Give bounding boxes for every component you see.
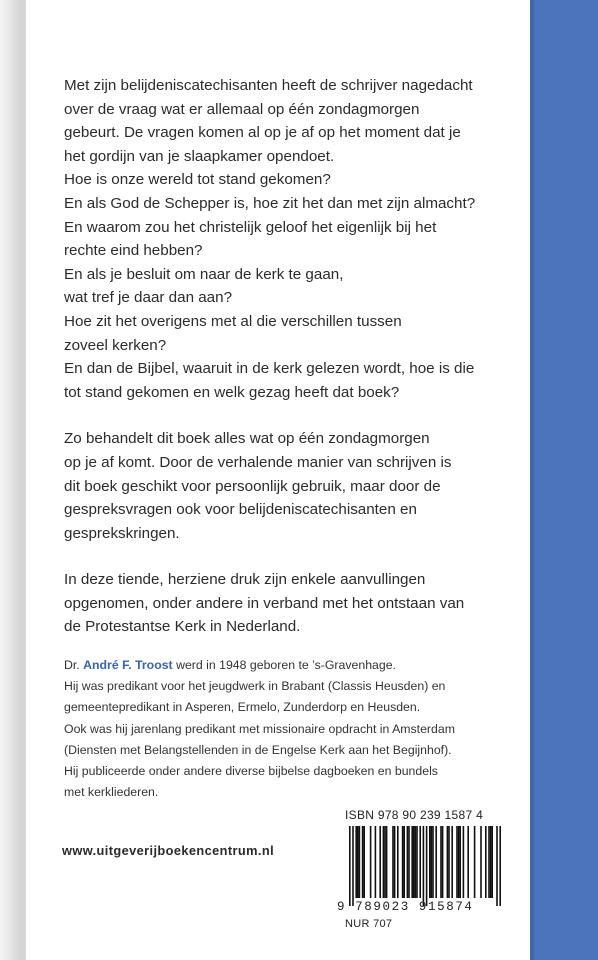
barcode-bar [413,826,415,898]
blurb-paragraph-3 [64,568,524,639]
bio-prefix: Dr. [64,658,84,672]
blue-stripe [530,0,598,960]
barcode-bar [397,826,399,898]
blue-stripe-edge [530,0,534,960]
barcode-bar [432,826,434,898]
blurb-line: wat tref je daar dan aan? [64,289,233,307]
blurb-line: over de vraag wat er allemaal op één zondagmorgen [64,100,420,118]
barcode-bar [485,826,487,898]
blurb-line: En dan de Bijbel, waaruit in de kerk gelezen wordt, hoe is die [64,360,475,378]
barcode-bar [435,826,437,898]
barcode-bar [352,826,354,906]
isbn-text: ISBN 978 90 239 1587 4 [345,808,484,822]
barcode-bar [480,826,482,898]
blurb-line: tot stand gekomen en welk gezag heeft dat boek? [64,383,400,401]
barcode-bar [403,826,405,898]
blurb-line: de Protestantse Kerk in Nederland. [64,618,301,636]
bio-line: (Diensten met Belangstellenden in de Engelse Kerk aan het Begijnhof). [64,742,452,757]
barcode-bar [402,826,404,898]
barcode-bar [419,826,421,898]
barcode-bar [467,826,469,898]
author-name: André F. Troost [83,658,173,672]
barcode-bar [363,826,365,898]
barcode-bar [411,826,413,898]
barcode-bar [408,826,410,898]
barcode-bar [431,826,433,898]
blurb-line: Hoe zit het overigens met al die verschillen tussen [64,312,402,330]
barcode-bar [379,826,381,898]
barcode-bar [463,826,465,898]
publisher-website: www.uitgeverijboekencentrum.nl [62,843,275,858]
barcode-bar [448,826,450,898]
blurb-line: rechte eind hebben? [64,242,203,260]
author-bio [64,655,524,803]
barcode-bar [416,826,418,898]
blurb-line: En als God de Schepper is, hoe zit het dan met zijn almacht? [64,194,476,212]
barcode-bar [490,826,492,898]
bio-line: Hij was predikant voor het jeugdwerk in Brabant (Classis Heusden) en [64,679,446,694]
barcode-bar [426,826,428,906]
barcode-bar [496,826,498,906]
barcode-bar [407,826,409,898]
barcode-bar [357,826,359,898]
barcode [337,826,517,910]
blurb-line: op je af komt. Door de verhalende manier van schrijven is [64,453,452,471]
barcode-bar [499,826,501,906]
blurb-line: gesprekskringen. [64,524,180,542]
barcode-bar [451,826,453,898]
blurb-paragraph-1 [64,74,524,404]
blurb-line: Met zijn belijdeniscatechisanten heeft de schrijver nagedacht [64,77,473,94]
blurb-line: Zo behandelt dit boek alles wat op één zondagmorgen [64,430,430,448]
blurb-line: In deze tiende, herziene druk zijn enkele aanvullingen [64,571,426,589]
bio-line: Ook was hij jarenlang predikant met missionaire opdracht in Amsterdam [64,721,455,736]
blurb-line: gespreksvragen ook voor belijdeniscatechisanten en [64,501,417,519]
barcode-bar [440,826,442,898]
blurb-line: dit boek geschikt voor persoonlijk gebruik, maar door de [64,477,441,495]
barcode-bar [355,826,357,898]
blurb-line: En als je besluit om naar de kerk te gaan, [64,265,344,283]
blurb-line: En waarom zou het christelijk geloof het eigenlijk bij het [64,218,437,236]
barcode-bar [359,826,361,898]
blurb-paragraph-2 [64,427,524,545]
bio-line: met kerkliederen. [64,785,159,800]
barcode-bar [491,826,493,898]
bio-line: gemeentepredikant in Asperen, Ermelo, Zunderdorp en Heusden. [64,700,421,715]
barcode-bar [375,826,377,898]
barcode-bar [386,826,388,898]
barcode-bar [423,826,425,906]
barcode-bar [384,826,386,898]
blurb-line: zoveel kerken? [64,336,167,354]
barcode-bar [392,826,394,898]
barcode-bar [474,826,476,898]
blurb-line: het gordijn van je slaapkamer opendoet. [64,147,335,165]
bio-first-line [64,655,524,676]
nur-code: NUR 707 [345,918,393,930]
barcode-bar [488,826,490,898]
barcode-bar [447,826,449,898]
barcode-bar [415,826,417,898]
barcode-bar [456,826,458,898]
barcode-bar [362,826,364,898]
bio-first-line-rest: werd in 1948 geboren te ’s-Gravenhage. [172,658,396,672]
blurb-line: gebeurt. De vragen komen al op je af op het moment dat je [64,124,461,142]
blurb-line: opgenomen, onder andere in verband met het ontstaan van [64,594,465,612]
barcode-bar [383,826,385,898]
barcode-bar [349,826,351,906]
barcode-bar [442,826,444,898]
blurb-text [64,74,524,662]
barcode-bar [370,826,372,898]
barcode-bar [459,826,461,898]
blurb-line: Hoe is onze wereld tot stand gekomen? [64,171,331,189]
barcode-bar [458,826,460,898]
barcode-digits: 9 789023 915874 [337,900,474,914]
bio-line: Hij publiceerde onder andere diverse bijbelse dagboeken en bundels [64,764,438,779]
barcode-bar [429,826,431,898]
barcode-bar [394,826,396,898]
